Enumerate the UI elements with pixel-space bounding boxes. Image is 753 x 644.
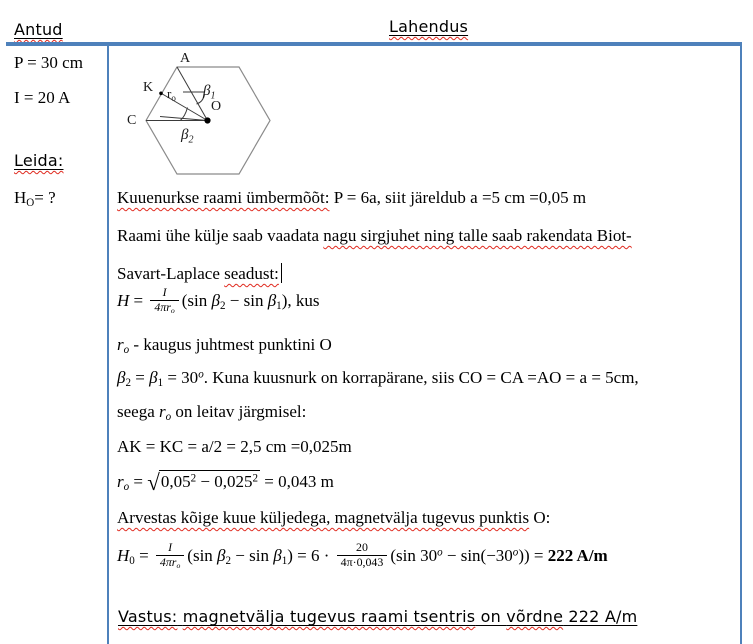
text-segment: ), kus xyxy=(281,291,320,311)
text-segment: seadust: xyxy=(224,264,279,283)
text-segment: 0 xyxy=(129,554,135,567)
label-radius: $r_o$ xyxy=(167,86,176,103)
text-segment: P = 6a, siit järeldub a =5 cm =0,05 m xyxy=(329,188,587,207)
label-point-k: K xyxy=(143,80,154,95)
text-cursor xyxy=(281,263,283,283)
text-segment: O: xyxy=(529,508,551,527)
table-right-border xyxy=(740,46,742,644)
solution-line-biot-1 xyxy=(117,225,632,247)
sqrt-rhs xyxy=(260,472,334,491)
text-segment: AK = KC = a/2 = 2,5 cm =0,025m xyxy=(117,437,352,456)
text-segment: I xyxy=(168,540,173,554)
radical-sign: √ xyxy=(147,470,160,495)
given-perimeter: P = 30 cm xyxy=(14,53,83,72)
answer-line xyxy=(118,606,637,628)
formula2-fraction-2 xyxy=(337,541,388,569)
text-segment: 0,05 xyxy=(160,472,191,491)
formula1-fraction xyxy=(150,286,178,314)
text-segment: 4π·0,043 xyxy=(340,554,384,569)
formula2-fraction-1 xyxy=(156,541,184,569)
text-segment: (sin xyxy=(181,291,212,311)
solution-line-ro-definition xyxy=(117,334,332,356)
text-segment: Savart-Laplace xyxy=(117,264,225,283)
text-segment: 4πr xyxy=(159,554,177,569)
formula2-lhs xyxy=(117,546,153,565)
solution-line-biot-2-text xyxy=(117,264,279,283)
formula1-rhs xyxy=(182,291,320,310)
text-segment: o xyxy=(165,410,172,423)
text-segment: − sin xyxy=(225,291,268,311)
formula-biot-savart xyxy=(117,285,320,316)
text-segment: 222 A/m xyxy=(563,607,638,626)
text-segment: o xyxy=(170,305,175,315)
formula2-rhs xyxy=(390,546,607,565)
label-vertex-c: C xyxy=(127,113,137,128)
text-segment: nagu sirgjuhet ning talle saab rakendata Biot- xyxy=(323,226,632,245)
text-segment: I xyxy=(162,285,167,299)
solution-line-seega xyxy=(117,401,306,423)
text-segment: (sin 30 xyxy=(390,546,438,566)
text-segment: β xyxy=(149,368,158,387)
header-antud-text: Antud xyxy=(14,20,63,39)
text-segment: 20 xyxy=(356,540,368,554)
given-current: I = 20 A xyxy=(14,88,71,107)
text-segment: = xyxy=(131,368,150,387)
text-segment: 1 xyxy=(157,376,164,389)
text-segment: r xyxy=(117,335,124,354)
fraction-denominator xyxy=(150,300,178,315)
solution-line-arvestas xyxy=(117,507,550,529)
given-find-label xyxy=(14,150,63,172)
text-segment: β xyxy=(211,291,220,311)
text-segment: − sin xyxy=(231,546,274,566)
text-segment: o xyxy=(176,560,181,570)
solution-line-perimeter xyxy=(117,187,586,209)
text-segment: 4πr xyxy=(154,299,171,314)
text-segment: Vastus: xyxy=(118,607,178,626)
hexagon-figure xyxy=(118,46,310,194)
text-segment: o xyxy=(512,546,519,559)
text-segment: Kuuenurkse raami ümbermõõt: xyxy=(117,188,330,207)
text-segment: - kaugus juhtmest punktini O xyxy=(129,335,332,354)
table-column-divider xyxy=(107,46,109,644)
radicand xyxy=(159,470,260,493)
text-segment: . Kuna kuusnurk on korrapärane, siis CO = CA =AO = a = 5cm, xyxy=(203,368,639,387)
text-segment: = xyxy=(129,472,148,491)
text-segment: r xyxy=(159,402,166,421)
text-segment: )) = xyxy=(518,546,548,566)
header-lahendus-text: Lahendus xyxy=(389,17,469,36)
fraction-denominator xyxy=(337,555,388,570)
solution-line-biot-2 xyxy=(117,263,282,285)
text-segment: võrdne xyxy=(506,607,564,626)
fraction-denominator xyxy=(156,555,184,570)
formula1-lhs xyxy=(117,291,147,310)
fraction-numerator xyxy=(337,541,388,555)
text-segment: β xyxy=(273,546,282,566)
text-segment: (sin xyxy=(187,546,218,566)
text-segment: 1 xyxy=(281,554,288,567)
text-segment: = xyxy=(129,291,148,311)
text-segment: r xyxy=(117,472,124,491)
unknown-symbol: H xyxy=(14,188,27,207)
formula2-mid xyxy=(187,546,333,565)
text-segment: 2 xyxy=(190,472,197,485)
text-segment: o xyxy=(123,480,130,493)
text-segment: o xyxy=(198,368,204,381)
text-segment: 2 xyxy=(252,472,258,485)
text-segment: seega xyxy=(117,402,160,421)
fraction-numerator xyxy=(150,286,178,300)
label-vertex-a: A xyxy=(180,51,191,66)
text-segment: β xyxy=(217,546,226,566)
unknown-equals: = ? xyxy=(34,188,56,207)
unknown-subscript: O xyxy=(26,196,35,209)
text-segment: on leitav järgmisel: xyxy=(171,402,307,421)
text-segment: − sin(−30 xyxy=(442,546,513,566)
text-segment: 2 xyxy=(125,376,131,389)
label-beta2: $\beta_2$ xyxy=(181,127,194,146)
formula-result xyxy=(117,540,608,571)
solution-line-ak xyxy=(117,436,352,458)
text-segment: = xyxy=(134,546,153,566)
text-segment: 222 A/m xyxy=(547,546,608,566)
fraction-numerator xyxy=(156,541,184,555)
text-segment: 1 xyxy=(276,299,282,312)
text-segment: o xyxy=(437,546,443,559)
text-segment: H xyxy=(117,546,130,566)
text-segment: 2 xyxy=(219,299,226,312)
text-segment: = 0,043 m xyxy=(260,472,334,491)
column-header-lahendus xyxy=(389,16,468,38)
text-segment: β xyxy=(267,291,277,311)
text-segment: on xyxy=(475,607,507,626)
text-segment: o xyxy=(123,343,130,356)
table-top-border xyxy=(6,42,742,46)
formula-ro-sqrt xyxy=(117,470,334,495)
solution-line-beta-values xyxy=(117,367,639,389)
text-segment: Arvestas kõige kuue küljedega, magnetvälja tugevus punktis xyxy=(117,508,530,527)
text-segment: magnetvälja tugevus raami tsentris xyxy=(182,607,476,626)
given-unknown xyxy=(14,187,56,209)
point-k-dot xyxy=(159,92,163,96)
text-segment: H xyxy=(117,291,130,311)
label-beta1: $\beta_1$ xyxy=(203,83,216,102)
label-center-o: O xyxy=(211,99,222,114)
sqrt-lhs xyxy=(117,472,147,491)
text-segment: − 0,025 xyxy=(196,472,253,491)
text-segment: 2 xyxy=(225,554,232,567)
column-header-antud xyxy=(14,19,63,41)
point-o-dot xyxy=(204,117,210,123)
text-segment: Raami ühe külje saab vaadata xyxy=(117,226,324,245)
answer-text xyxy=(118,607,637,626)
find-label-text: Leida: xyxy=(14,151,64,170)
text-segment: β xyxy=(117,368,126,387)
text-segment: ) = 6 · xyxy=(287,546,334,566)
text-segment: = 30 xyxy=(163,368,199,387)
